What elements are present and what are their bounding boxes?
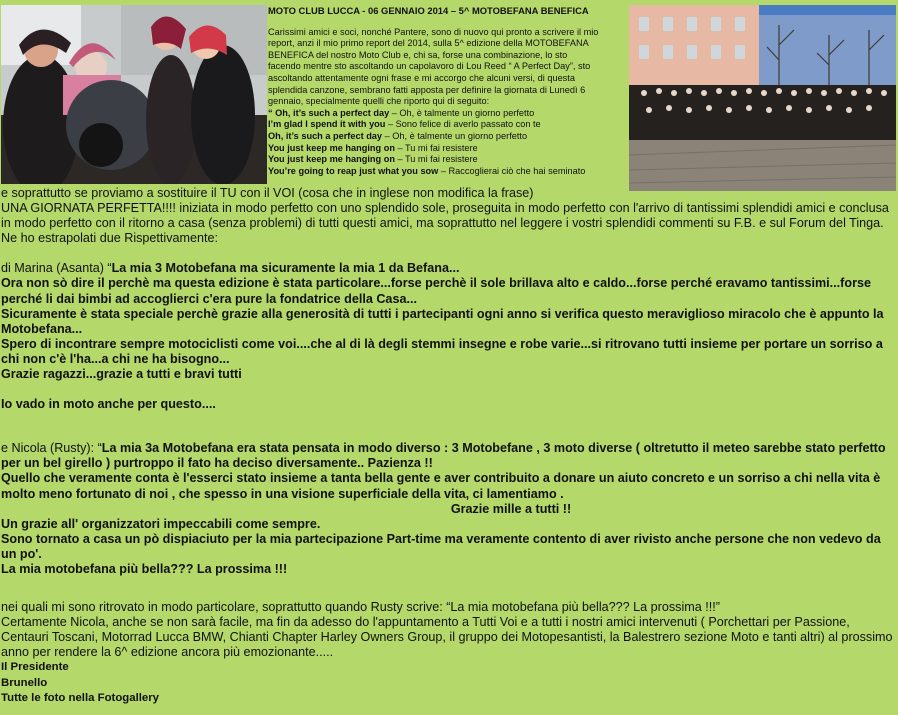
marina-prefix: di Marina (Asanta) “ <box>1 261 112 276</box>
lyric-english: You just keep me hanging on <box>268 142 395 153</box>
signature-title: Il Presidente <box>1 661 69 674</box>
body-paragraph: e soprattutto se proviamo a sostituire il TU con il VOI (cosa che in inglese non modifica la frase) <box>1 186 534 200</box>
nicola-quote-line: Quello che veramente conta è l'esserci stato insieme a tanta bella gente e aver contribuito a donare un aiuto concreto e un sorriso a chi nella vita è molto meno fortunato di noi , che spesso in una visione superficiale della vita, ci lamentiamo . <box>1 471 881 501</box>
photo-group-building-image <box>629 5 896 191</box>
intro-paragraph <box>268 27 628 108</box>
intro-line: gennaio, specialmente quelli che riporto qui di seguito: <box>268 96 490 107</box>
photo-group-building <box>629 5 896 191</box>
lyric-italian: – Sono felice di averlo passato con te <box>385 119 541 130</box>
marina-quote-line: Io vado in moto anche per questo.... <box>1 397 216 412</box>
marina-quote-line: Ora non sò dire il perchè ma questa edizione è stata particolare...forse perchè il sole brillava alto e caldo...forse perché eravamo tantissimi...forse perché li dai bimbi ad accoglierci c'era pure la fondatrice della Casa... <box>1 276 871 306</box>
body-paragraph: UNA GIORNATA PERFETTA!!!! iniziata in modo perfetto con uno splendido sole, proseguita in modo perfetto con l'arrivo di tantissimi splendidi amici e conclusa in modo perfetto con il ritorno a casa (senza problemi) di tutti questi amici, ma soprattutto nel leggere i vostri splendidi commenti su F.B. e sul Forum del Tinga. <box>1 201 889 231</box>
signature-name: Brunello <box>1 676 48 689</box>
nicola-quote-intro <box>1 441 896 471</box>
photo-befana-group-image <box>1 5 267 184</box>
marina-quote-line: Grazie ragazzi...grazie a tutti e bravi tutti <box>1 367 242 382</box>
lyric-italian: – Tu mi fai resistere <box>394 142 478 153</box>
marina-quote-line: Spero di incontrare sempre motociclisti come voi....che al di là degli stemmi insegne e robe varie...si ritrovano tutti insieme per portare un sorriso a chi non c'è l'ha...a chi ne ha bisogno... <box>1 336 883 366</box>
lyric-italian: – Oh, è talmente un giorno perfetto <box>382 130 528 141</box>
lyric-line <box>268 143 628 155</box>
lyric-italian: – Tu mi fai resistere <box>394 154 478 165</box>
lyric-italian: – Oh, è talmente un giorno perfetto <box>389 107 535 118</box>
intro-line: facendo mentre sto ascoltando un capolavoro di Lou Reed “ A Perfect Day”, sto <box>268 61 591 72</box>
body-paragraph: nei quali mi sono ritrovato in modo particolare, soprattutto quando Rusty scrive: “La mia motobefana più bella??? La prossima !!!” <box>1 600 720 615</box>
lyric-italian: – Raccoglierai ciò che hai seminato <box>438 165 586 176</box>
marina-quote-line: Sicuramente è stata speciale perchè grazie alla generosità di tutti i partecipanti ogni anno si verifica questo meraviglioso miracolo che è appunto la Motobefana... <box>1 306 884 336</box>
intro-line: Carissimi amici e soci, nonché Pantere, sono di nuovo qui pronto a scrivere il mio <box>268 26 599 37</box>
lyric-line <box>268 119 628 131</box>
body-paragraph: Certamente Nicola, anche se non sarà facile, ma fin da adesso do l'appuntamento a Tutti Voi e a tutti i nostri amici intervenuti ( Porchettari per Passione, Centauri Toscani, Motorrad Lucca BMW, Chianti Chapter Harley Owners Group, il gruppo dei Motopesantisti, la Balestrero sezione Moto e tanti altri) al prossimo anno per rendere la 6^ edizione ancora più emozionante..... <box>1 615 893 660</box>
lyric-english: You’re going to reap just what you sow <box>268 165 439 176</box>
lyric-line <box>268 166 628 178</box>
nicola-quote-line: La mia motobefana più bella??? La prossima !!! <box>1 561 288 576</box>
nicola-prefix: e Nicola (Rusty): “ <box>1 441 102 456</box>
fotogallery-note: Tutte le foto nella Fotogallery <box>1 692 159 705</box>
lyric-line <box>268 131 628 143</box>
article-body <box>1 186 896 707</box>
nicola-quote-line: Sono tornato a casa un pò dispiaciuto per la mia partecipazione Part-time ma veramente contento di aver rivisto anche persone che non vedevo da un po'. <box>1 531 881 561</box>
photo-befana-group <box>1 5 267 184</box>
marina-quote-line: La mia 3 Motobefana ma sicuramente la mia 1 da Befana... <box>111 261 460 276</box>
lyrics-block <box>268 108 628 178</box>
lyric-line <box>268 154 628 166</box>
marina-quote-intro <box>1 261 896 276</box>
intro-line: report, anzi il mio primo report del 2014, sulla 5^ edizione della MOTOBEFANA <box>268 38 589 49</box>
lyric-english: Oh, it’s such a perfect day <box>268 130 383 141</box>
nicola-quote-line: La mia 3a Motobefana era stata pensata in modo diverso : 3 Motobefane , 3 moto diverse ( oltretutto il meteo sarebbe stato perfetto per un bel girello ) purtroppo il fato ha deciso diversamente.. Pazienza !! <box>1 441 886 471</box>
nicola-quote-line: Un grazie all' organizzatori impeccabili come sempre. <box>1 516 321 531</box>
lyric-line <box>268 108 628 120</box>
intro-line: splendida canzone, sembrano fatti apposta per definire la giornata di Lunedì 6 <box>268 84 586 95</box>
lyric-english: I’m glad I spend it with you <box>268 119 386 130</box>
intro-column <box>268 5 628 177</box>
lyric-english: “ Oh, it’s such a perfect day <box>268 107 390 118</box>
article-title: MOTO CLUB LUCCA - 06 GENNAIO 2014 – 5^ MOTOBEFANA BENEFICA <box>268 5 589 16</box>
lyric-english: You just keep me hanging on <box>268 154 395 165</box>
intro-line: BENEFICA del nostro Moto Club e, chi sa, forse una combinazione, lo sto <box>268 49 568 60</box>
body-paragraph: Ne ho estrapolati due Rispettivamente: <box>1 231 219 246</box>
nicola-quote-line: Grazie mille a tutti !! <box>450 501 572 516</box>
intro-line: ascoltando attentamente ogni frase e mi accorgo che alcuni versi, di questa <box>268 72 575 83</box>
